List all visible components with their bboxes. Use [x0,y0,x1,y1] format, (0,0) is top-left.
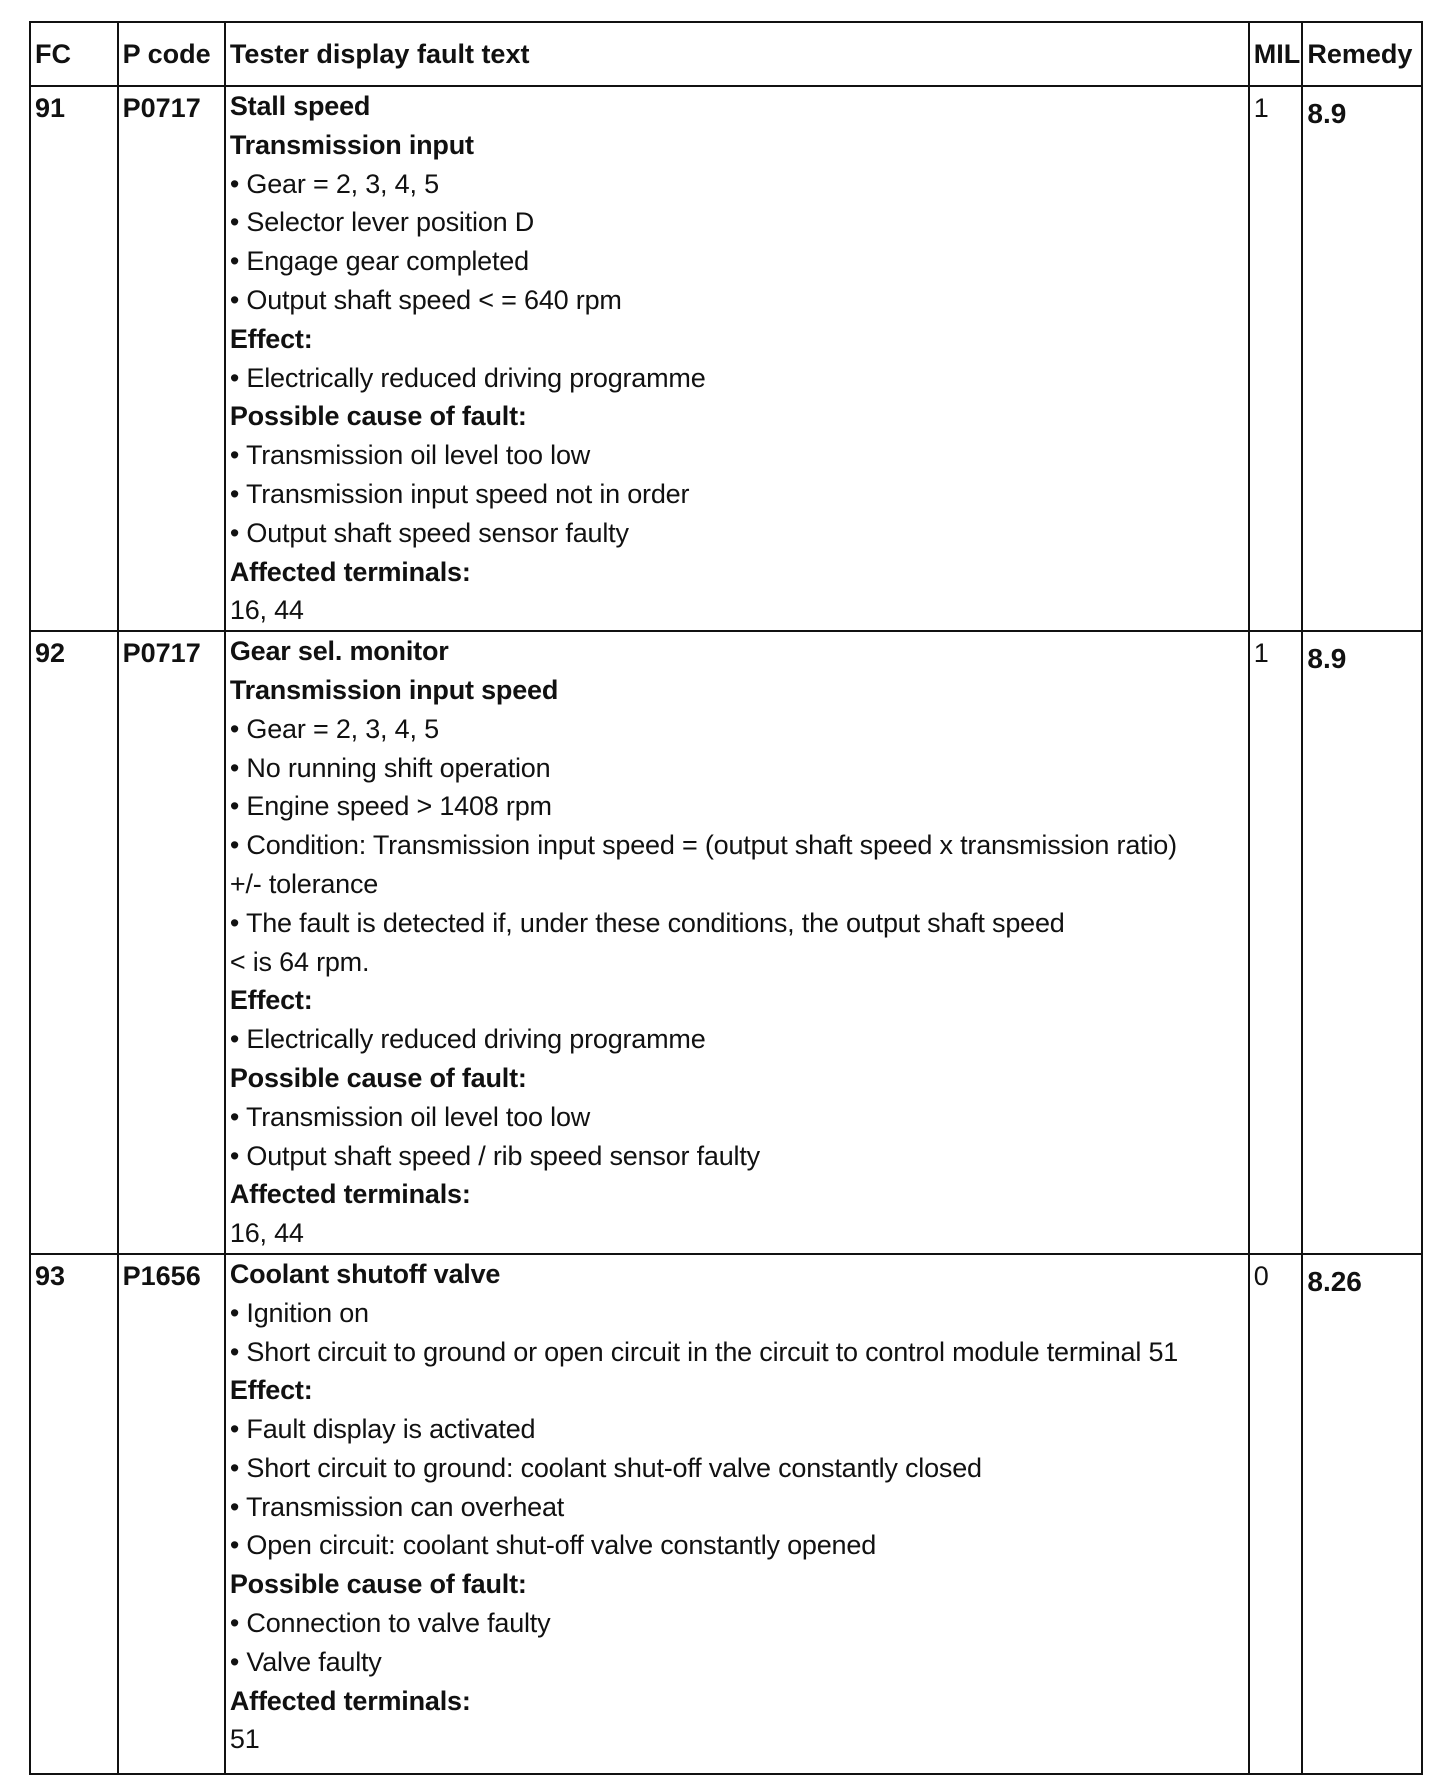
mil-cell: 1 [1249,631,1303,1254]
remedy-cell: 8.9 [1302,86,1422,631]
fault-text-heading: Affected terminals: [229,556,471,587]
table-body [30,86,1422,1774]
fault-text-line: • Output shaft speed / rib speed sensor faulty [229,1140,760,1171]
fault-text-line: +/- tolerance [229,868,379,899]
table-row [30,86,1422,631]
table-row [30,1254,1422,1774]
fault-text-line: • No running shift operation [229,752,551,783]
header-pcode: P code [118,22,225,86]
table-header [30,22,1422,86]
fault-text-line: • Engine speed > 1408 rpm [229,791,552,822]
fault-text-heading: Gear sel. monitor [229,636,449,667]
fault-text-heading: Effect: [229,985,313,1016]
fault-text-line: • Engage gear completed [229,246,529,277]
fault-text-heading: Possible cause of fault: [229,1569,527,1600]
fault-text-heading: Effect: [229,1375,313,1406]
fault-text-line: • Selector lever position D [229,207,535,238]
fault-text-line: 51 [229,1724,260,1755]
fc-cell: 93 [30,1254,118,1774]
mil-cell: 0 [1249,1254,1303,1774]
fault-text-heading: Affected terminals: [229,1685,471,1716]
fault-text-heading: Affected terminals: [229,1179,471,1210]
fault-text-line: • Open circuit: coolant shut-off valve constantly opened [229,1530,877,1561]
fault-text-line: • The fault is detected if, under these conditions, the output shaft speed [229,907,1065,938]
fault-text-line: • Transmission can overheat [229,1491,565,1522]
fault-text-line: • Transmission input speed not in order [229,478,690,509]
pcode-cell: P0717 [118,631,225,1254]
fault-text-line: • Output shaft speed sensor faulty [229,517,629,548]
fault-text-line: • Short circuit to ground or open circuit in the circuit to control module terminal 51 [229,1336,1179,1367]
fault-text-line: • Gear = 2, 3, 4, 5 [229,713,439,744]
table-row [30,631,1422,1254]
header-row [30,22,1422,86]
fault-code-table [29,21,1423,1775]
fault-text-line: • Output shaft speed < = 640 rpm [229,284,622,315]
fault-text-heading: Coolant shutoff valve [229,1258,501,1289]
fault-text-line: • Fault display is activated [229,1414,536,1445]
fault-text-line: • Electrically reduced driving programme [229,1024,706,1055]
fault-text-line: • Valve faulty [229,1646,382,1677]
fault-text-heading: Possible cause of fault: [229,1062,527,1093]
fault-text-cell [225,631,1249,1254]
pcode-cell: P0717 [118,86,225,631]
fault-text-line: • Transmission oil level too low [229,1101,591,1132]
remedy-cell: 8.26 [1302,1254,1422,1774]
header-fault-text: Tester display fault text [225,22,1249,86]
fault-text-line: • Ignition on [229,1297,369,1328]
fault-text-cell [225,1254,1249,1774]
fault-text-heading: Possible cause of fault: [229,401,527,432]
fc-cell: 92 [30,631,118,1254]
fault-text-line: • Electrically reduced driving programme [229,362,706,393]
fc-cell: 91 [30,86,118,631]
mil-cell: 1 [1249,86,1303,631]
fault-text-heading: Effect: [229,323,313,354]
fault-text-line: • Condition: Transmission input speed = (output shaft speed x transmission ratio) [229,830,1177,861]
fault-text-line: • Transmission oil level too low [229,440,591,471]
pcode-cell: P1656 [118,1254,225,1774]
fault-text-line: 16, 44 [229,1218,304,1249]
fault-text-cell [225,86,1249,631]
fault-text-heading: Stall speed [229,91,371,121]
fault-text-heading: Transmission input speed [229,674,559,705]
fault-text-line: • Gear = 2, 3, 4, 5 [229,168,439,199]
remedy-cell: 8.9 [1302,631,1422,1254]
header-fc: FC [30,22,118,86]
header-remedy: Remedy [1302,22,1422,86]
fault-text-line: < is 64 rpm. [229,946,370,977]
fault-text-line: 16, 44 [229,595,304,626]
fault-text-line: • Connection to valve faulty [229,1608,551,1639]
fault-text-line: • Short circuit to ground: coolant shut-off valve constantly closed [229,1452,982,1483]
header-mil: MIL [1249,22,1303,86]
fault-text-heading: Transmission input [229,129,474,160]
